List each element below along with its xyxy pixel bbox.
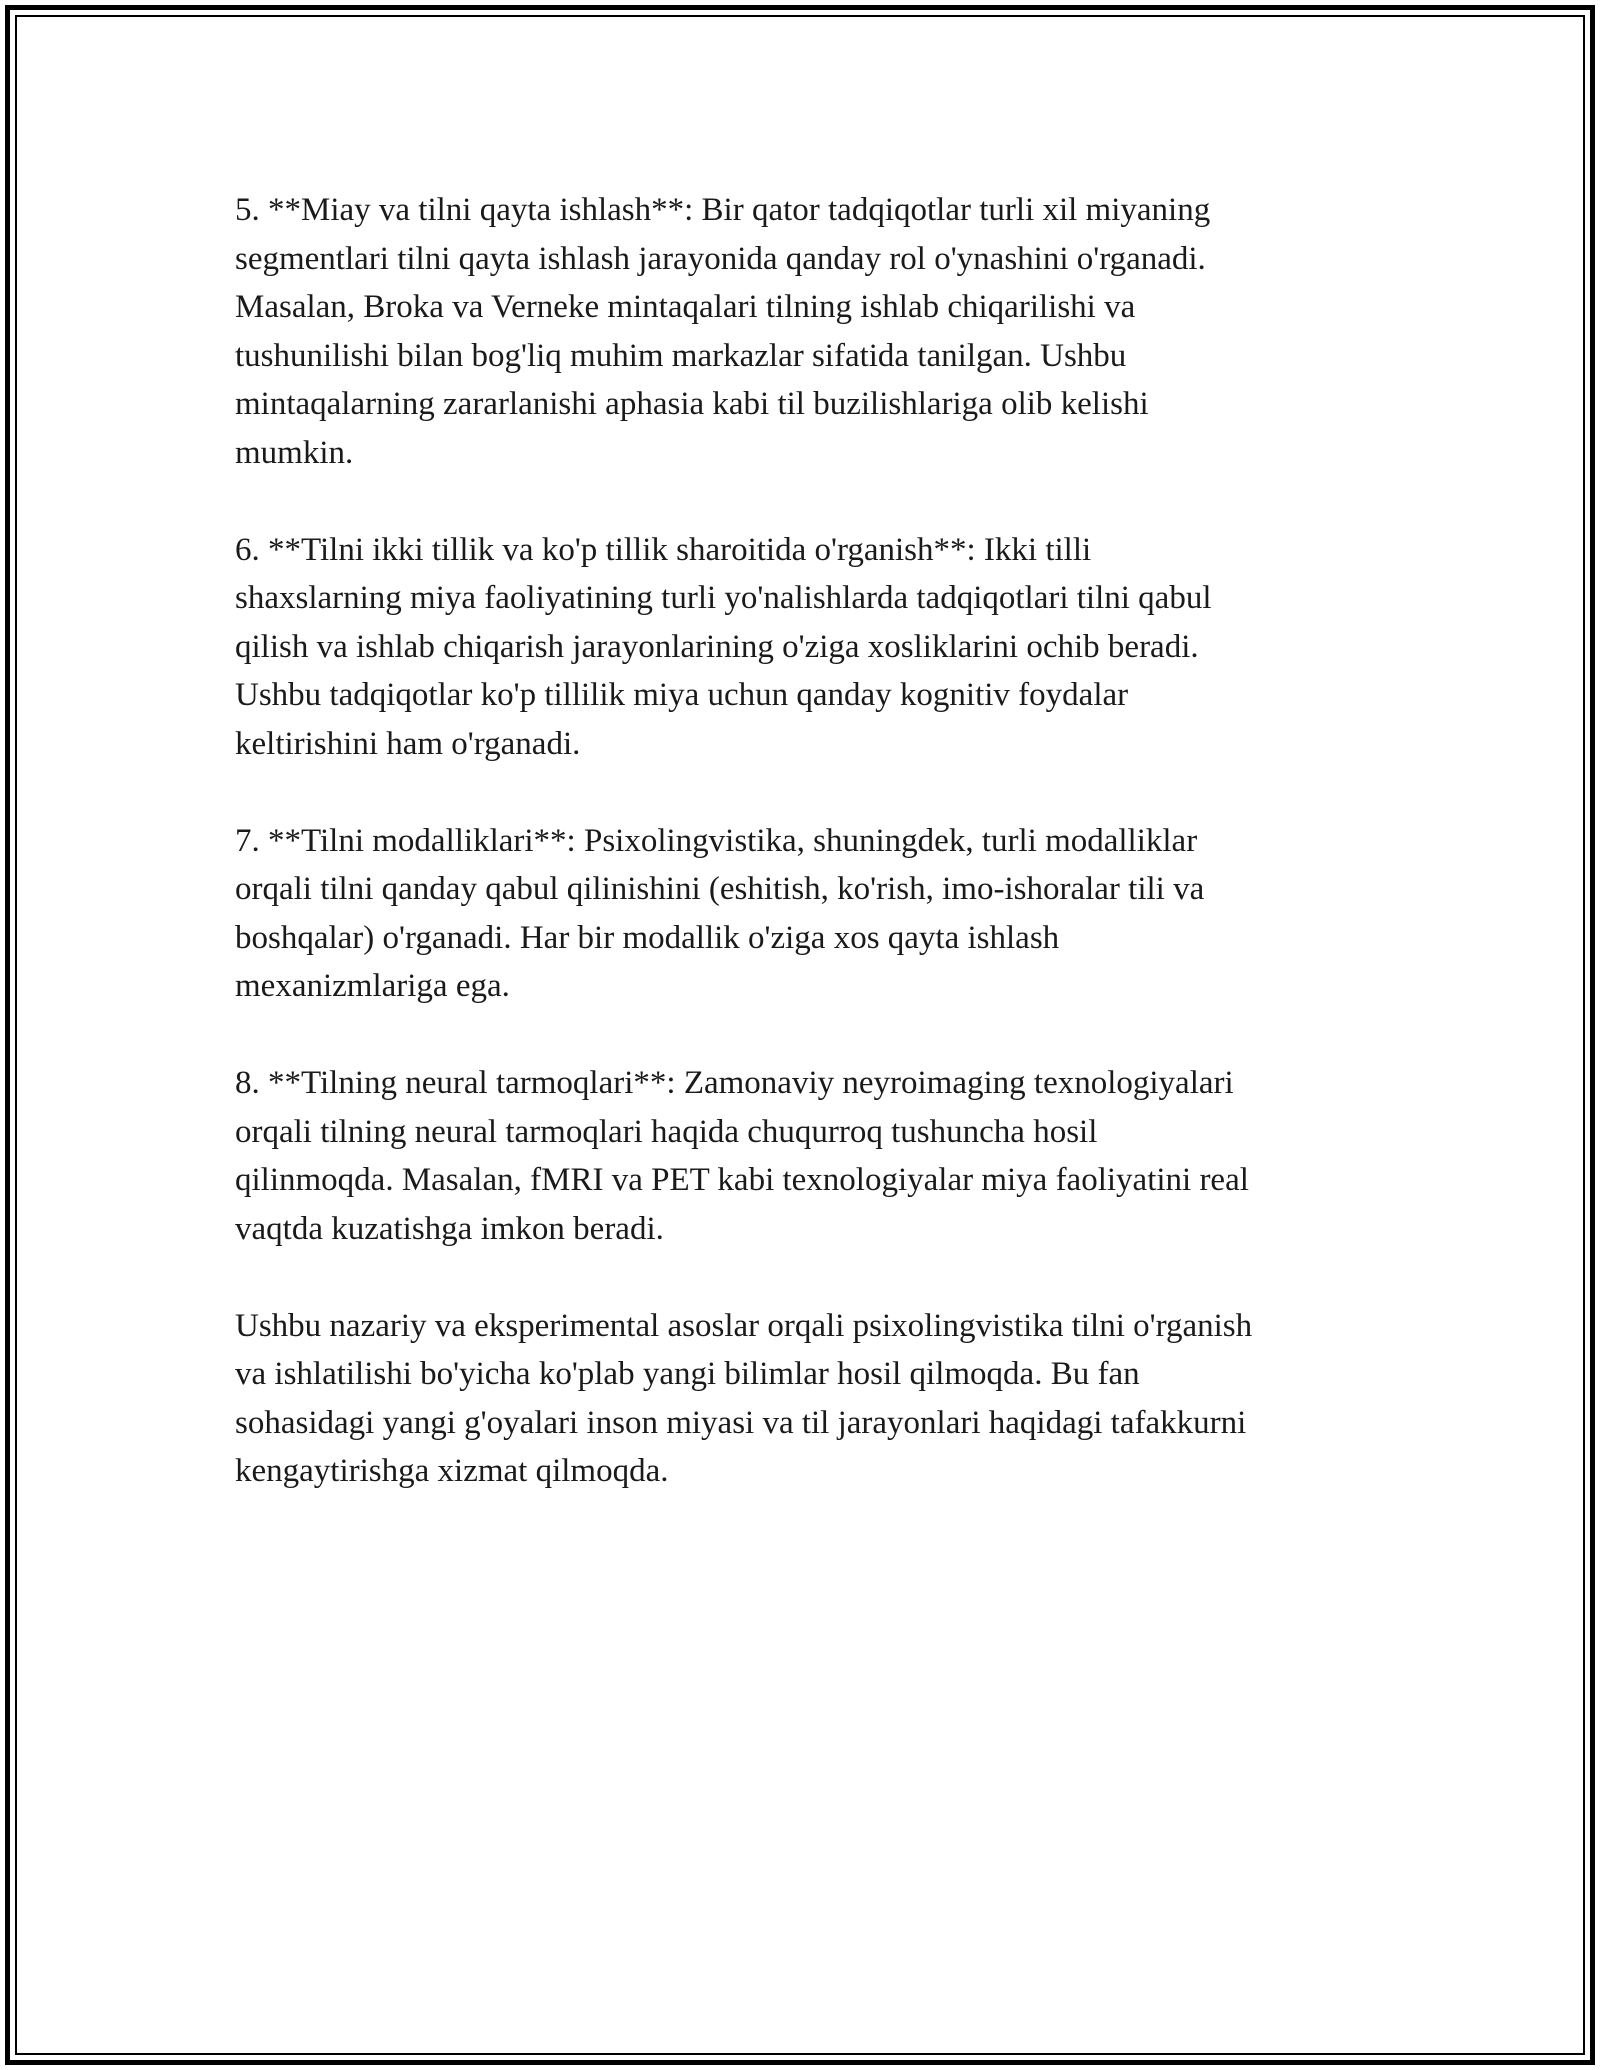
text-line: 7. **Tilni modalliklari**: Psixolingvistika, shuningdek, turli modalliklar: [235, 822, 1198, 859]
text-line: segmentlari tilni qayta ishlash jarayonida qanday rol o'ynashini o'rganadi.: [235, 240, 1206, 277]
text-line: kengaytirishga xizmat qilmoqda.: [235, 1453, 669, 1489]
paragraph-item-6: [235, 526, 1375, 769]
text-line: vaqtda kuzatishga imkon beradi.: [235, 1210, 664, 1247]
text-line: 5. **Miay va tilni qayta ishlash**: Bir qator tadqiqotlar turli xil miyaning: [235, 192, 1211, 228]
text-line: mexanizmlariga ega.: [235, 968, 510, 1004]
text-line: mumkin.: [235, 434, 354, 471]
paragraph-item-8: [235, 1059, 1375, 1253]
text-line: sohasidagi yangi g'oyalari inson miyasi va til jarayonlari haqidagi tafakkurni: [235, 1404, 1247, 1441]
paragraph-conclusion: [235, 1302, 1375, 1496]
paragraph-item-5: [235, 186, 1375, 477]
text-line: Ushbu tadqiqotlar ko'p tillilik miya uchun qanday kognitiv foydalar: [235, 677, 1129, 713]
text-line: shaxslarning miya faoliyatining turli yo'nalishlarda tadqiqotlari tilni qabul: [235, 580, 1212, 616]
text-line: va ishlatilishi bo'yicha ko'plab yangi bilimlar hosil qilmoqda. Bu fan: [235, 1356, 1140, 1392]
text-line: mintaqalarning zararlanishi aphasia kabi til buzilishlariga olib kelishi: [235, 386, 1149, 422]
text-line: orqali tilning neural tarmoqlari haqida chuqurroq tushuncha hosil: [235, 1113, 1098, 1150]
text-line: 8. **Tilning neural tarmoqlari**: Zamonaviy neyroimaging texnologiyalari: [235, 1065, 1234, 1101]
text-line: 6. **Tilni ikki tillik va ko'p tillik sharoitida o'rganish**: Ikki tilli: [235, 531, 1092, 568]
text-line: boshqalar) o'rganadi. Har bir modallik o'ziga xos qayta ishlash: [235, 919, 1060, 956]
paragraph-item-7: [235, 817, 1375, 1011]
document-body: [235, 186, 1375, 1544]
text-line: Ushbu nazariy va eksperimental asoslar orqali psixolingvistika tilni o'rganish: [235, 1307, 1253, 1344]
text-line: keltirishini ham o'rganadi.: [235, 725, 581, 762]
text-line: Masalan, Broka va Verneke mintaqalari tilning ishlab chiqarilishi va: [235, 289, 1136, 325]
text-line: orqali tilni qanday qabul qilinishini (eshitish, ko'rish, imo-ishoralar tili va: [235, 871, 1205, 907]
text-line: tushunilishi bilan bog'liq muhim markazlar sifatida tanilgan. Ushbu: [235, 337, 1127, 374]
text-line: qilish va ishlab chiqarish jarayonlarining o'ziga xosliklarini ochib beradi.: [235, 628, 1199, 665]
text-line: qilinmoqda. Masalan, fMRI va PET kabi texnologiyalar miya faoliyatini real: [235, 1162, 1249, 1198]
